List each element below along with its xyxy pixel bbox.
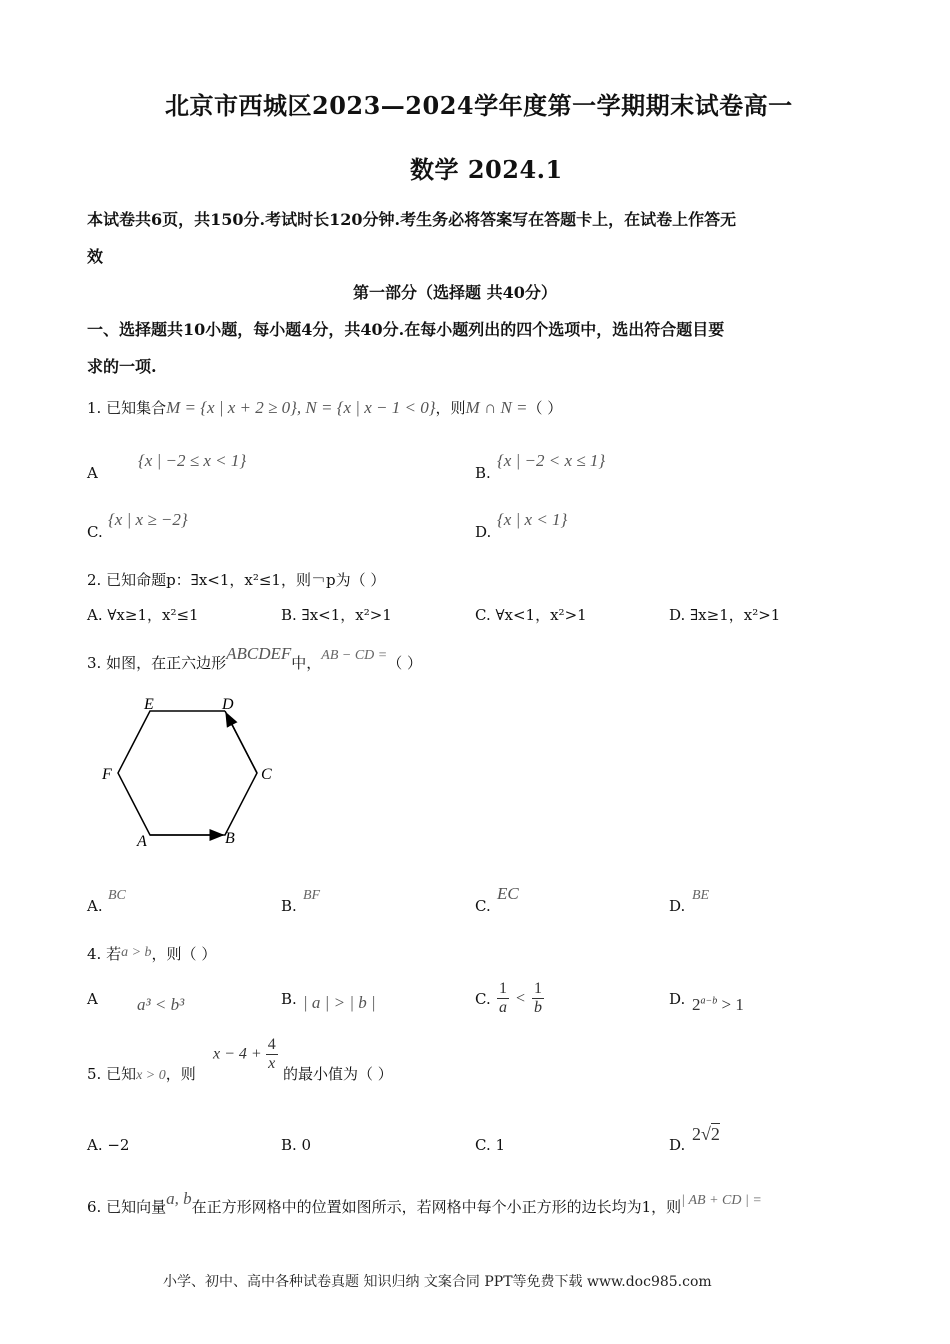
q1-math-intersection: M ∩ N = (465, 398, 528, 417)
q4-c-den-2: b (534, 999, 543, 1016)
q2-option-c: C. ∀x<1，x²>1 (475, 606, 587, 624)
q1-option-b: {x | −2 < x ≤ 1} (497, 451, 606, 470)
q4-option-c (497, 980, 544, 1017)
q5-option-b: B. 0 (281, 1136, 312, 1154)
q6-stem (87, 1189, 762, 1217)
q5-expr-left: x − 4 + (213, 1045, 262, 1063)
q2-option-d: D. ∃x≥1，x²>1 (669, 606, 781, 624)
q5-option-d (692, 1124, 720, 1145)
q3-mid: 中， (291, 654, 322, 672)
q4-option-d-label: D. (669, 990, 686, 1008)
vertex-label-d: D (222, 696, 234, 713)
q5-math: x > 0 (136, 1068, 166, 1083)
q3-option-b: BF (303, 888, 321, 903)
q4-c-num-2: 1 (534, 980, 543, 997)
q4-stem (87, 943, 216, 964)
q1-suffix: （ ） (527, 399, 563, 417)
q6-math-vectors: a, b (166, 1189, 192, 1208)
q5-fraction (266, 1036, 278, 1073)
q5-d-radicand: 2 (710, 1124, 720, 1144)
sqrt-icon: √ (701, 1124, 711, 1144)
q4-d-rest: > 1 (717, 995, 744, 1014)
q5-mid: ，则 (165, 1065, 196, 1083)
q5-option-a: A. −2 (87, 1136, 130, 1154)
q3-option-c-label: C. (475, 897, 491, 915)
q1-option-d-label: D. (475, 523, 492, 541)
q4-c-den-1: a (499, 999, 507, 1016)
q1-option-a: {x | −2 ≤ x < 1} (138, 451, 247, 470)
q6-math-expression: | AB + CD | = (681, 1193, 762, 1208)
q4-prefix: 4. 若 (87, 945, 122, 963)
q3-option-b-label: B. (281, 897, 297, 915)
q4-option-b: | a | > | b | (303, 993, 376, 1012)
q3-option-c: EC (497, 884, 519, 903)
vector-cd-arrow (226, 713, 257, 773)
q3-math-hexagon: ABCDEF (226, 644, 292, 663)
q5-option-d-label: D. (669, 1136, 686, 1154)
q1-option-a-label: A (87, 464, 98, 482)
vertex-label-b: B (225, 830, 235, 847)
q4-c-operator: < (516, 989, 526, 1007)
q3-suffix: （ ） (387, 654, 422, 672)
q4-option-b-label: B. (281, 990, 297, 1008)
q5-prefix: 5. 已知 (87, 1065, 137, 1083)
q4-c-fraction-1 (497, 980, 509, 1017)
q4-d-exponent: a−b (700, 995, 718, 1007)
q5-frac-den: x (268, 1055, 276, 1072)
section1-line-1: 一、选择题共10小题，每小题4分，共40分.在每小题列出的四个选项中，选出符合题目要 (87, 320, 725, 339)
q5-suffix: 的最小值为（ ） (283, 1065, 393, 1083)
q5-stem-prefix (87, 1063, 196, 1084)
q3-option-d-label: D. (669, 897, 686, 915)
q2-option-a: A. ∀x≥1，x²≤1 (87, 606, 199, 624)
q2-stem: 2. 已知命题p：∃x<1，x²≤1，则￢p为（ ） (87, 571, 386, 589)
q3-math-expression: AB − CD = (321, 648, 388, 663)
q3-option-a: BC (108, 888, 126, 903)
q4-suffix: ，则（ ） (151, 945, 217, 963)
q5-frac-num: 4 (267, 1036, 276, 1053)
intro-line-2: 效 (87, 247, 104, 266)
hexagon-outline (118, 711, 257, 835)
q3-option-a-label: A. (87, 897, 103, 915)
q3-prefix: 3. 如图，在正六边形 (87, 654, 227, 672)
q1-prefix: 1. 已知集合 (87, 399, 167, 417)
q5-expression (213, 1036, 278, 1073)
q2-option-b: B. ∃x<1，x²>1 (281, 606, 392, 624)
hexagon-figure (95, 690, 295, 850)
exam-title: 北京市西城区2023—2024学年度第一学期期末试卷高一 (165, 91, 793, 120)
vertex-label-e: E (144, 696, 154, 713)
page-footer: 小学、初中、高中各种试卷真题 知识归纳 文案合同 PPT等免费下载 www.doc985.com (163, 1274, 712, 1290)
q4-option-a-label: A (87, 990, 98, 1008)
q4-option-a: a³ < b³ (137, 995, 185, 1014)
section1-line-2: 求的一项. (87, 357, 157, 376)
part1-heading: 第一部分（选择题 共40分） (353, 283, 557, 302)
intro-line-1: 本试卷共6页，共150分.考试时长120分钟.考生务必将答案写在答题卡上，在试卷上作答无 (87, 210, 737, 229)
q6-mid: 在正方形网格中的位置如图所示，若网格中每个小正方形的边长均为1，则 (191, 1198, 682, 1216)
q1-mid: ，则 (435, 399, 466, 417)
q4-option-c-label: C. (475, 990, 491, 1008)
q4-math: a > b (121, 945, 152, 960)
vertex-label-f: F (102, 766, 112, 783)
q1-option-c-label: C. (87, 523, 103, 541)
q4-c-num-1: 1 (499, 980, 507, 997)
q4-c-fraction-2 (532, 980, 544, 1017)
q1-option-d: {x | x < 1} (497, 510, 568, 529)
vertex-label-a: A (137, 833, 147, 850)
q4-option-d (692, 995, 744, 1015)
q5-option-c: C. 1 (475, 1136, 506, 1154)
q4-d-base: 2 (692, 995, 701, 1014)
q1-math-sets: M = {x | x + 2 ≥ 0}, N = {x | x − 1 < 0} (166, 398, 436, 417)
q1-option-b-label: B. (475, 464, 491, 482)
q6-prefix: 6. 已知向量 (87, 1198, 167, 1216)
q3-stem (87, 644, 422, 673)
exam-subtitle: 数学 2024.1 (410, 155, 563, 184)
q5-d-coef: 2 (692, 1124, 701, 1144)
q1-stem (87, 397, 562, 418)
vertex-label-c: C (261, 766, 272, 783)
q3-option-d: BE (692, 888, 710, 903)
q1-option-c: {x | x ≥ −2} (108, 510, 188, 529)
